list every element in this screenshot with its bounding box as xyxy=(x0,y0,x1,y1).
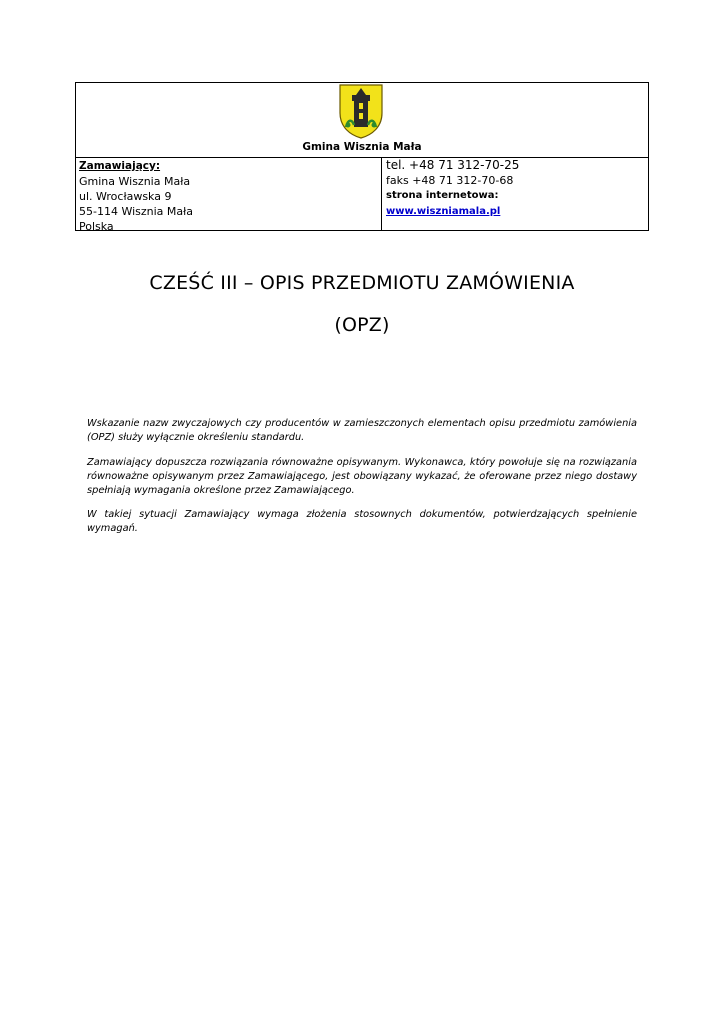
address-line: Polska xyxy=(79,220,114,233)
website-label: strona internetowa: xyxy=(386,190,499,201)
document-title: CZEŚĆ III – OPIS PRZEDMIOTU ZAMÓWIENIA xyxy=(149,272,575,294)
fax-number: faks +48 71 312-70-68 xyxy=(386,174,514,187)
header-top-cell xyxy=(76,83,648,158)
header-table xyxy=(75,82,649,231)
contracting-label: Zamawiający: xyxy=(79,160,161,172)
organization-name: Gmina Wisznia Mała xyxy=(302,141,422,153)
paragraph: Wskazanie nazw zwyczajowych czy producentów w zamieszczonych elementach opisu przedmiotu zamówienia (OPZ) służy wyłącznie określeniu standardu. xyxy=(87,418,637,443)
contracting-authority-cell xyxy=(76,158,382,231)
website-link[interactable]: www.wiszniamala.pl xyxy=(386,206,501,217)
paragraph: W takiej sytuacji Zamawiający wymaga złożenia stosownych dokumentów, potwierdzających spełnienie wymagań. xyxy=(87,509,637,534)
contact-cell xyxy=(382,158,648,231)
address-line: ul. Wrocławska 9 xyxy=(79,190,172,203)
paragraph: Zamawiający dopuszcza rozwiązania równoważne opisywanym. Wykonawca, który powołuje się na rozwiązania równoważne opisywanym przez Zamawiającego, jest obowiązany wykazać, że oferowane przez niego dostawy spełniają wymagania określone przez Zamawiającego. xyxy=(87,457,637,496)
coat-of-arms-icon xyxy=(338,83,384,139)
document-subtitle: (OPZ) xyxy=(334,314,390,336)
address-line: Gmina Wisznia Mała xyxy=(79,175,191,188)
header-bottom-row xyxy=(76,158,648,231)
phone-number: tel. +48 71 312-70-25 xyxy=(386,158,520,172)
address-line: 55-114 Wisznia Mała xyxy=(79,205,194,218)
